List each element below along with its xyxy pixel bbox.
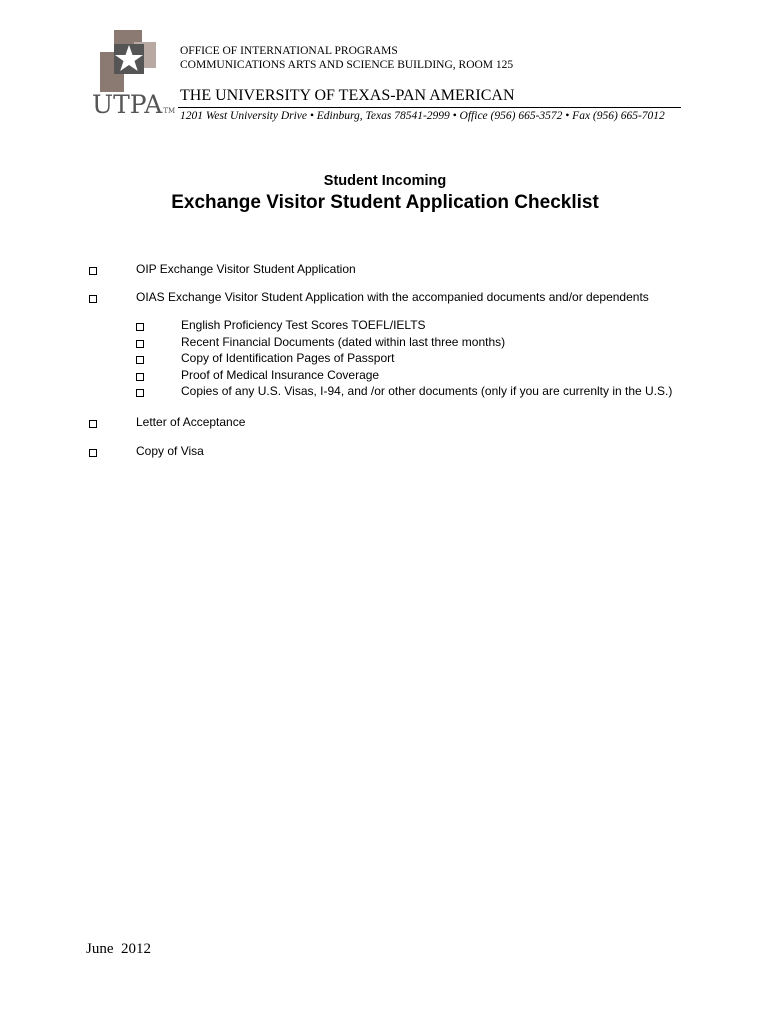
- office-building: COMMUNICATIONS ARTS AND SCIENCE BUILDING, ROOM 125: [180, 59, 514, 71]
- office-name: OFFICE OF INTERNATIONAL PROGRAMS: [180, 45, 398, 57]
- checkbox-english-proficiency[interactable]: [136, 323, 144, 331]
- checklist-subitem-label: Copies of any U.S. Visas, I-94, and /or other documents (only if you are currenlty in the U.S.): [181, 384, 673, 398]
- checkbox-visa-documents[interactable]: [136, 389, 144, 397]
- document-date: June 2012: [86, 941, 151, 957]
- checkbox-oip-application[interactable]: [89, 267, 97, 275]
- checkbox-financial-documents[interactable]: [136, 340, 144, 348]
- checkbox-copy-of-visa[interactable]: [89, 449, 97, 457]
- letterhead-divider: [178, 107, 681, 108]
- checklist-item-label: Letter of Acceptance: [136, 415, 246, 429]
- university-name: THE UNIVERSITY OF TEXAS-PAN AMERICAN: [180, 87, 515, 104]
- checklist-subitem-label: Copy of Identification Pages of Passport: [181, 351, 395, 365]
- checkbox-passport-copy[interactable]: [136, 356, 144, 364]
- checkbox-letter-of-acceptance[interactable]: [89, 420, 97, 428]
- trademark-mark: TM: [163, 107, 176, 115]
- checklist-item-label: Copy of Visa: [136, 444, 204, 458]
- checklist-subitem-label: English Proficiency Test Scores TOEFL/IELTS: [181, 318, 426, 332]
- document-subtitle: Student Incoming: [323, 173, 447, 189]
- contact-address: 1201 West University Drive • Edinburg, Texas 78541-2999 • Office (956) 665-3572 • Fax (956) 665-7012: [180, 110, 665, 122]
- checklist-subitem-label: Recent Financial Documents (dated within last three months): [181, 335, 506, 349]
- utpa-logo: [92, 30, 176, 126]
- checklist-item-label: OIP Exchange Visitor Student Application: [136, 262, 356, 276]
- star-square-icon: [100, 30, 160, 98]
- document-title: Exchange Visitor Student Application Checklist: [171, 192, 599, 213]
- checkbox-medical-insurance[interactable]: [136, 373, 144, 381]
- checklist-item-label: OIAS Exchange Visitor Student Application with the accompanied documents and/or dependents: [136, 290, 649, 304]
- checkbox-oias-application[interactable]: [89, 295, 97, 303]
- checklist-subitem-label: Proof of Medical Insurance Coverage: [181, 368, 380, 382]
- logo-wordmark: UTPATM: [92, 90, 176, 119]
